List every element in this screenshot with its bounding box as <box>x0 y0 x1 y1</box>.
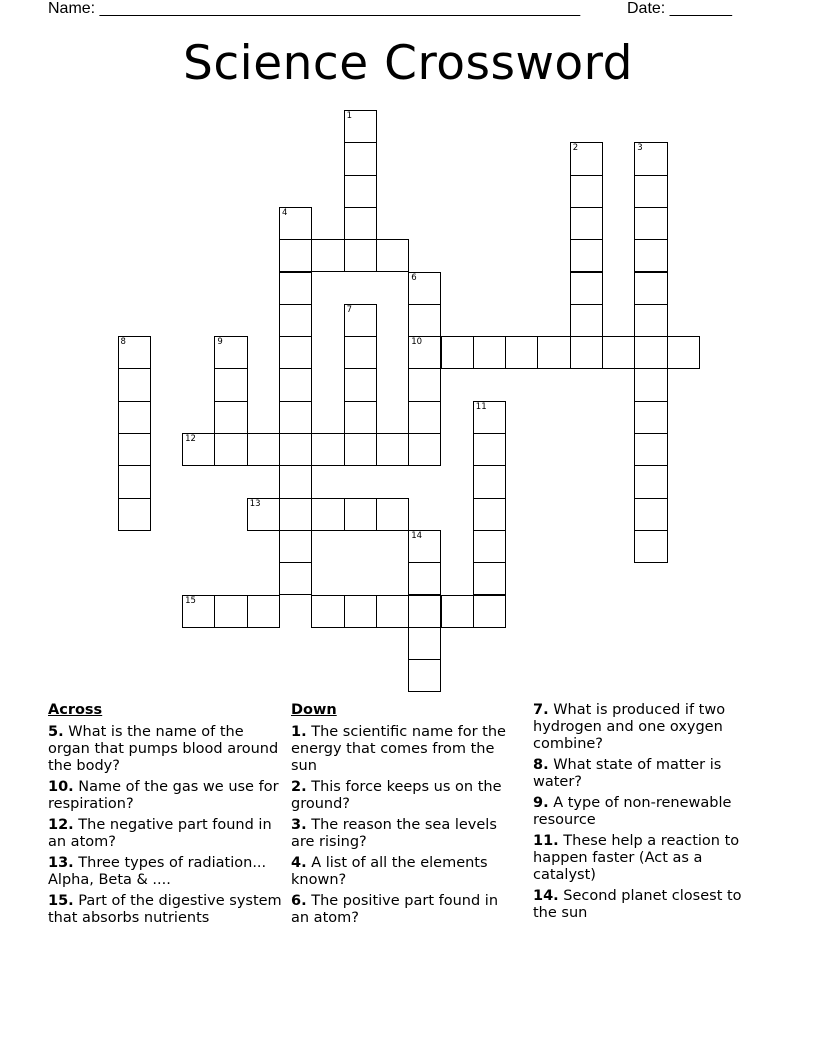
grid-cell[interactable] <box>634 433 667 466</box>
grid-cell[interactable] <box>473 465 506 498</box>
clue-text: What is produced if two hydrogen and one oxygen combine? <box>533 702 726 752</box>
date-field[interactable]: Date: _______ <box>627 0 732 17</box>
down-clue-list <box>291 724 517 927</box>
clue-number: 9 <box>217 337 223 348</box>
grid-cell[interactable] <box>602 336 635 369</box>
grid-cell[interactable] <box>214 433 247 466</box>
grid-cell[interactable] <box>279 368 312 401</box>
down-heading: Down <box>291 702 337 718</box>
grid-cell[interactable] <box>311 498 344 531</box>
grid-cell[interactable] <box>311 433 344 466</box>
clue-item <box>533 833 769 884</box>
clue-item <box>48 855 284 889</box>
grid-cell[interactable] <box>279 433 312 466</box>
grid-cell[interactable] <box>214 336 247 369</box>
grid-cell[interactable] <box>634 336 667 369</box>
grid-cell[interactable] <box>118 433 151 466</box>
grid-cell[interactable] <box>279 465 312 498</box>
grid-cell[interactable] <box>214 595 247 628</box>
clue-number-label: 11. <box>533 833 559 849</box>
clue-number-label: 1. <box>291 724 307 740</box>
grid-cell[interactable] <box>344 595 377 628</box>
grid-cell[interactable] <box>667 336 700 369</box>
grid-cell[interactable] <box>279 336 312 369</box>
grid-cell[interactable] <box>570 272 603 305</box>
grid-cell[interactable] <box>473 562 506 595</box>
grid-cell[interactable] <box>570 336 603 369</box>
grid-cell[interactable] <box>344 239 377 272</box>
grid-cell[interactable] <box>408 368 441 401</box>
clue-number: 11 <box>475 401 487 412</box>
grid-cell[interactable] <box>344 336 377 369</box>
clue-text: The reason the sea levels are rising? <box>291 817 497 850</box>
grid-cell[interactable] <box>279 401 312 434</box>
grid-cell[interactable] <box>634 207 667 240</box>
grid-cell[interactable] <box>182 595 215 628</box>
grid-cell[interactable] <box>473 498 506 531</box>
grid-cell[interactable] <box>247 595 280 628</box>
clue-item <box>48 779 284 813</box>
clue-text: Second planet closest to the sun <box>533 888 742 921</box>
clue-number-label: 7. <box>533 702 549 718</box>
grid-cell[interactable] <box>408 659 441 692</box>
grid-cell[interactable] <box>376 595 409 628</box>
grid-cell[interactable] <box>118 498 151 531</box>
grid-cell[interactable] <box>376 239 409 272</box>
grid-cell[interactable] <box>344 401 377 434</box>
clue-item <box>48 817 284 851</box>
grid-cell[interactable] <box>473 595 506 628</box>
grid-cell[interactable] <box>279 272 312 305</box>
grid-cell[interactable] <box>408 272 441 305</box>
clue-number-label: 4. <box>291 855 307 871</box>
grid-cell[interactable] <box>118 368 151 401</box>
clue-number: 6 <box>411 272 417 283</box>
grid-cell[interactable] <box>118 465 151 498</box>
grid-cell[interactable] <box>182 433 215 466</box>
down-clue-list-continued <box>533 702 769 922</box>
clue-number: 7 <box>346 304 353 315</box>
grid-cell[interactable] <box>570 142 603 175</box>
grid-cell[interactable] <box>118 336 151 369</box>
down-clues <box>291 700 517 931</box>
clue-text: A list of all the elements known? <box>291 855 488 888</box>
grid-cell[interactable] <box>634 175 667 208</box>
clue-item <box>291 779 517 813</box>
grid-cell[interactable] <box>344 304 377 337</box>
across-clue-list <box>48 724 284 927</box>
grid-cell[interactable] <box>311 595 344 628</box>
clue-number-label: 9. <box>533 795 549 811</box>
clue-number: 15 <box>185 595 196 606</box>
grid-cell[interactable] <box>634 368 667 401</box>
clue-text: What state of matter is water? <box>533 757 722 790</box>
grid-cell[interactable] <box>376 433 409 466</box>
clue-text: A type of non-renewable resource <box>533 795 732 828</box>
clue-item <box>291 893 517 927</box>
grid-cell[interactable] <box>537 336 570 369</box>
grid-cell[interactable] <box>473 401 506 434</box>
grid-cell[interactable] <box>279 498 312 531</box>
grid-cell[interactable] <box>279 207 312 240</box>
clue-number-label: 10. <box>48 779 74 795</box>
grid-cell[interactable] <box>344 207 377 240</box>
name-field[interactable]: Name: ______________________________________________________ <box>48 0 581 17</box>
grid-cell[interactable] <box>408 401 441 434</box>
clue-number-label: 14. <box>533 888 559 904</box>
grid-cell[interactable] <box>473 530 506 563</box>
clue-item <box>291 724 517 775</box>
grid-cell[interactable] <box>344 110 377 143</box>
clue-number-label: 12. <box>48 817 74 833</box>
clue-number: 2 <box>572 143 579 154</box>
clue-text: Name of the gas we use for respiration? <box>48 779 279 812</box>
grid-cell[interactable] <box>570 304 603 337</box>
grid-cell[interactable] <box>634 304 667 337</box>
page-title: Science Crossword <box>183 36 633 91</box>
clue-number-label: 15. <box>48 893 74 909</box>
clue-item <box>48 724 284 775</box>
clue-number: 4 <box>282 207 288 218</box>
clue-text: The scientific name for the energy that comes from the sun <box>291 724 506 774</box>
grid-cell[interactable] <box>408 530 441 563</box>
clue-item <box>291 855 517 889</box>
clue-number: 10 <box>411 337 423 348</box>
clue-number: 3 <box>637 143 643 154</box>
clue-number: 13 <box>249 498 261 509</box>
grid-cell[interactable] <box>408 627 441 660</box>
grid-cell[interactable] <box>441 336 474 369</box>
grid-cell[interactable] <box>570 207 603 240</box>
clue-number-label: 13. <box>48 855 74 871</box>
grid-cell[interactable] <box>279 562 312 595</box>
grid-cell[interactable] <box>376 498 409 531</box>
clue-number: 12 <box>185 434 196 444</box>
grid-cell[interactable] <box>570 175 603 208</box>
grid-cell[interactable] <box>634 142 667 175</box>
grid-cell[interactable] <box>505 336 538 369</box>
clue-number-label: 5. <box>48 724 64 740</box>
grid-cell[interactable] <box>118 401 151 434</box>
grid-cell[interactable] <box>570 239 603 272</box>
grid-cell[interactable] <box>279 530 312 563</box>
grid-cell[interactable] <box>408 433 441 466</box>
grid-cell[interactable] <box>408 304 441 337</box>
clue-item <box>533 757 769 791</box>
clue-number-label: 3. <box>291 817 307 833</box>
grid-cell[interactable] <box>634 401 667 434</box>
grid-cell[interactable] <box>247 498 280 531</box>
clue-number-label: 6. <box>291 893 307 909</box>
clue-text: The positive part found in an atom? <box>291 893 499 926</box>
clue-number-label: 2. <box>291 779 307 795</box>
grid-cell[interactable] <box>344 433 377 466</box>
grid-cell[interactable] <box>344 368 377 401</box>
clue-item <box>533 795 769 829</box>
clue-item <box>291 817 517 851</box>
grid-cell[interactable] <box>408 595 441 628</box>
grid-cell[interactable] <box>408 336 441 369</box>
clue-item <box>48 893 284 927</box>
grid-cell[interactable] <box>344 498 377 531</box>
clue-text: Three types of radiation... Alpha, Beta & .... <box>48 855 267 888</box>
clue-item <box>533 888 769 922</box>
grid-cell[interactable] <box>441 595 474 628</box>
clue-number-label: 8. <box>533 757 549 773</box>
grid-cell[interactable] <box>473 433 506 466</box>
clue-text: What is the name of the organ that pumps blood around the body? <box>48 724 279 774</box>
grid-cell[interactable] <box>634 272 667 305</box>
grid-cell[interactable] <box>344 175 377 208</box>
across-heading: Across <box>48 702 103 718</box>
clue-item <box>533 702 769 753</box>
grid-cell[interactable] <box>634 530 667 563</box>
grid-cell[interactable] <box>279 304 312 337</box>
grid-cell[interactable] <box>311 239 344 272</box>
clue-text: This force keeps us on the ground? <box>291 779 502 812</box>
clue-number: 14 <box>411 530 423 541</box>
grid-cell[interactable] <box>279 239 312 272</box>
grid-cell[interactable] <box>408 562 441 595</box>
grid-cell[interactable] <box>634 465 667 498</box>
grid-cell[interactable] <box>634 498 667 531</box>
grid-cell[interactable] <box>247 433 280 466</box>
across-clues <box>48 700 284 931</box>
clue-text: The negative part found in an atom? <box>48 817 272 850</box>
clue-number: 1 <box>346 111 353 121</box>
down-clues-continued <box>533 702 769 926</box>
clue-number: 8 <box>120 337 126 348</box>
grid-cell[interactable] <box>214 368 247 401</box>
grid-cell[interactable] <box>634 239 667 272</box>
grid-cell[interactable] <box>344 142 377 175</box>
clue-text: Part of the digestive system that absorbs nutrients <box>48 893 282 926</box>
grid-cell[interactable] <box>473 336 506 369</box>
clue-text: These help a reaction to happen faster (Act as a catalyst) <box>533 833 740 883</box>
grid-cell[interactable] <box>214 401 247 434</box>
